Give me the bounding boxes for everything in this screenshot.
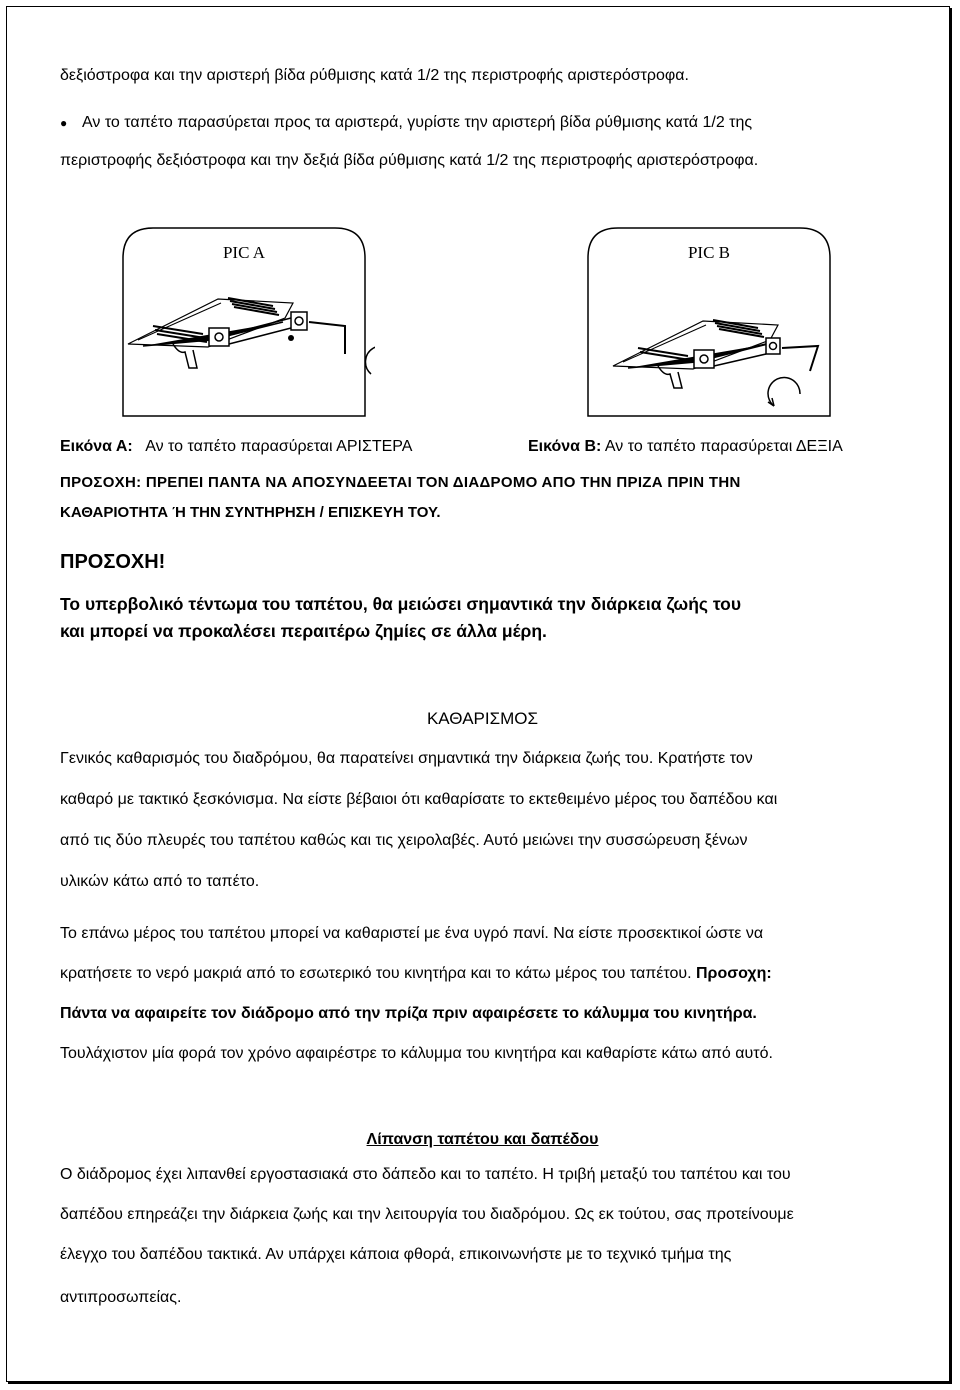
intro-line: δεξιόστροφα και την αριστερή βίδα ρύθμισης κατά 1/2 της περιστροφής αριστερόστροφα.: [60, 67, 689, 84]
cleaning-text: κρατήσετε το νερό μακριά από το εσωτερικό του κινητήρα και το κάτω μέρος του ταπέτου.: [60, 965, 696, 982]
pic-a-label: PIC A: [222, 243, 266, 262]
cleaning-text-line: Τουλάχιστον μία φορά τον χρόνο αφαιρέστρε το κάλυμμα του κινητήρα και καθαρίστε κάτω από αυτό.: [60, 1045, 773, 1062]
cleaning-caution-label: Προσοχη:: [696, 965, 772, 982]
caption-b-title: Εικόνα Β:: [528, 438, 602, 455]
pic-b-label: PIC B: [687, 243, 731, 262]
warning-line: Το υπερβολικό τέντωμα του ταπέτου, θα μειώσει σημαντικά την διάρκεια ζωής του: [60, 594, 742, 614]
bullet-glyph: ●: [60, 116, 68, 130]
caption-a-text: Αν το ταπέτο παρασύρεται ΑΡΙΣΤΕΡΑ: [145, 438, 413, 455]
pic-a-figure: [113, 226, 375, 418]
cleaning-text-line: καθαρό με τακτικό ξεσκόνισμα. Να είστε βέβαιοι ότι καθαρίσατε το εκτεθειμένο μέρος του δαπέδου και: [60, 791, 778, 808]
caption-b: [528, 437, 843, 457]
cleaning-text-line: υλικών κάτω από το ταπέτο.: [60, 873, 260, 890]
bullet-continuation: περιστροφής δεξιόστροφα και την δεξιά βίδα ρύθμισης κατά 1/2 της περιστροφής αριστερόστροφα.: [60, 152, 759, 169]
lubrication-text-line: αντιπροσωπείας.: [60, 1289, 182, 1306]
caption-b-text: Αν το ταπέτο παρασύρεται ΔΕΞΙΑ: [604, 438, 843, 455]
cleaning-heading: ΚΑΘΑΡΙΣΜΟΣ: [426, 709, 539, 728]
warning-title: ΠΡΟΣΟΧΗ!: [60, 551, 166, 573]
caution-caps-line: ΠΡΟΣΟΧΗ: ΠΡΕΠΕΙ ΠΑΝΤΑ ΝΑ ΑΠΟΣΥΝΔΕΕΤΑΙ ΤΟΝ ΔΙΑΔΡΟΜΟ ΑΠΟ ΤΗΝ ΠΡΙΖΑ ΠΡΙΝ ΤΗΝ: [60, 474, 741, 491]
pic-b-figure: [578, 226, 840, 418]
bullet-item: [60, 113, 905, 133]
cleaning-text-line: Γενικός καθαρισμός του διαδρόμου, θα παρατείνει σημαντικά την διάρκεια ζωής του. Κρατήστε τον: [60, 750, 753, 767]
caption-a: [60, 437, 412, 457]
caution-caps-line: ΚΑΘΑΡΙΟΤΗΤΑ Ή ΤΗΝ ΣΥΝΤΗΡΗΣΗ / ΕΠΙΣΚΕΥΗ ΤΟΥ.: [60, 504, 441, 521]
cleaning-caution-text: Πάντα να αφαιρείτε τον διάδρομο από την πρίζα πριν αφαιρέσετε το κάλυμμα του κινητήρα.: [60, 1005, 757, 1022]
bullet-text: Αν το ταπέτο παρασύρεται προς τα αριστερά, γυρίστε την αριστερή βίδα ρύθμισης κατά 1/2 της: [82, 114, 753, 131]
cleaning-text-line: από τις δύο πλευρές του ταπέτου καθώς και τις χειρολαβές. Αυτό μειώνει την συσσώρευση ξένων: [60, 832, 748, 849]
lubrication-heading: [60, 1130, 905, 1150]
cleaning-text-line: Το επάνω μέρος του ταπέτου μπορεί να καθαριστεί με ένα υγρό πανί. Να είστε προσεκτικοί ώστε να: [60, 925, 764, 942]
cleaning-text-line: [60, 964, 905, 984]
lubrication-heading-text: Λίπανση ταπέτου και δαπέδου: [366, 1131, 599, 1148]
lubrication-text-line: δαπέδου επηρεάζει την διάρκεια ζωής και την λειτουργία του διαδρόμου. Ως εκ τούτου, σας προτείνουμε: [60, 1206, 794, 1223]
lubrication-text-line: έλεγχο του δαπέδου τακτικά. Αν υπάρχει κάποια φθορά, επικοινωνήστε με το τεχνικό τμήμα της: [60, 1246, 732, 1263]
lubrication-text-line: Ο διάδρομος έχει λιπανθεί εργοστασιακά στο δάπεδο και το ταπέτο. Η τριβή μεταξύ του ταπέτου και του: [60, 1166, 791, 1183]
caption-a-title: Εικόνα Α:: [60, 438, 133, 455]
warning-line: και μπορεί να προκαλέσει περαιτέρω ζημίες σε άλλα μέρη.: [60, 621, 547, 641]
